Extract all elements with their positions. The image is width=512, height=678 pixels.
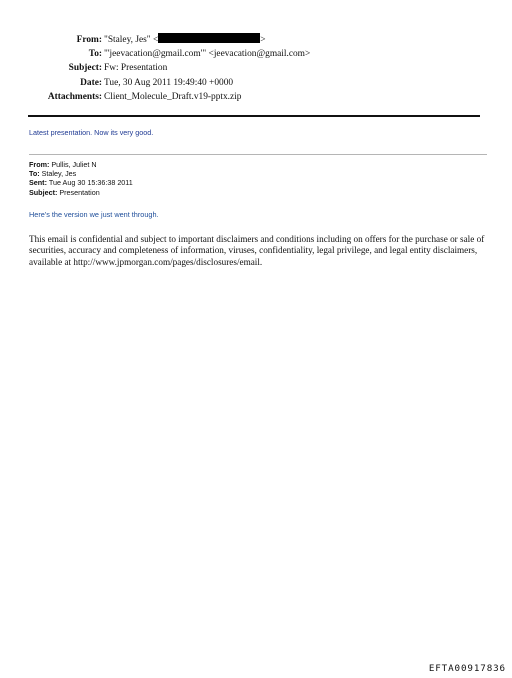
orig-sent-row (29, 178, 133, 187)
document-id: EFTA00917836 (428, 663, 506, 674)
orig-from-value: Pullis, Juliet N (51, 160, 97, 169)
date-row (0, 76, 512, 90)
message-body: Latest presentation. Now its very good. (29, 128, 154, 137)
orig-from-label: From: (29, 160, 50, 169)
orig-subject-label: Subject: (29, 187, 58, 197)
redaction-block (158, 33, 260, 43)
orig-subject-value: Presentation (59, 187, 100, 197)
orig-to-label: To: (29, 169, 40, 179)
attachments-value[interactable]: Client_Molecule_Draft.v19-pptx.zip (104, 91, 242, 102)
date-value: Tue, 30 Aug 2011 19:49:40 +0000 (104, 77, 234, 88)
attachments-label: Attachments: (47, 91, 102, 102)
subject-value: Fw: Presentation (104, 63, 168, 74)
to-value: "'jeevacation@gmail.com'" <jeevacation@gmail.com> (104, 49, 311, 60)
original-message-body: Here's the version we just went through. (29, 210, 159, 219)
from-close: > (260, 35, 266, 45)
disclaimer-text: This email is confidential and subject to important disclaimers and conditions including on offers for the purchase or sale of securities, accuracy and completeness of information, viruses, confidentiality, legal privilege, and legal entity disclaimers, available at http://www.jpmorgan.com/pages/disclosures/email. (29, 234, 485, 267)
email-header (0, 33, 512, 104)
attachments-row (0, 90, 512, 104)
orig-subject-row (29, 188, 133, 197)
header-divider (28, 115, 480, 117)
orig-to-row (29, 169, 133, 178)
orig-to-value: Staley, Jes (41, 169, 77, 179)
orig-sent-value: Tue Aug 30 15:36:38 2011 (48, 178, 133, 188)
date-label: Date: (80, 77, 102, 88)
subject-row (0, 61, 512, 75)
from-value (104, 33, 266, 47)
orig-from-row (29, 160, 133, 169)
orig-sent-label: Sent: (29, 178, 47, 188)
to-label: To: (88, 49, 102, 60)
to-row (0, 47, 512, 61)
subject-label: Subject: (68, 63, 102, 74)
from-name: "Staley, Jes" < (104, 35, 159, 45)
original-message-header (29, 160, 133, 197)
forward-divider (29, 154, 487, 155)
from-label: From: (76, 35, 102, 45)
from-row (0, 33, 512, 47)
